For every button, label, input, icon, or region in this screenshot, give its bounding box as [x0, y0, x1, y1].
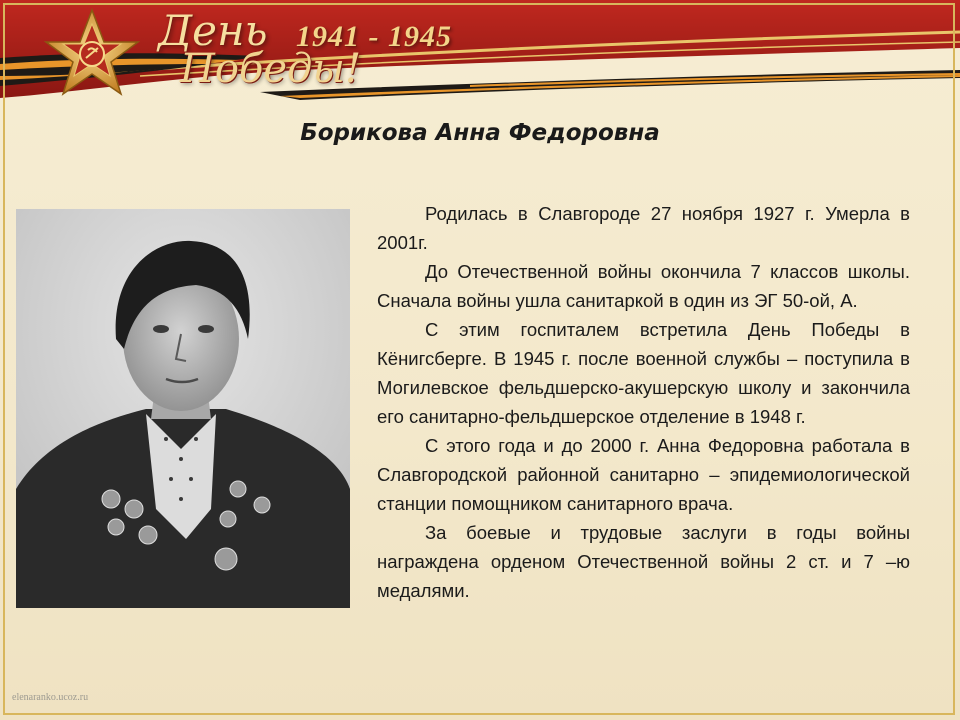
- header-banner: [0, 0, 960, 112]
- banner-years: 1941 - 1945: [296, 20, 452, 53]
- banner-graphic: [0, 0, 960, 112]
- banner-title-pobedy: Победы!: [180, 46, 362, 92]
- bio-paragraph: За боевые и трудовые заслуги в годы войны награждена орденом Отечественной войны 2 ст. и 7 –ю медалями.: [377, 522, 910, 601]
- bio-paragraph: До Отечественной войны окончила 7 классов школы. Сначала войны ушла санитаркой в один из ЭГ 50-ой, А.: [377, 261, 910, 311]
- biography-text: [377, 199, 910, 605]
- bio-paragraph: Родилась в Славгороде 27 ноября 1927 г. Умерла в 2001г.: [377, 203, 910, 253]
- bio-paragraph: С этим госпиталем встретила День Победы в Кёнигсберге. В 1945 г. после военной службы – поступила в Могилевское фельдшерско-акушерскую школу и закончила его санитарно-фельдшерское отделение в 1948 г.: [377, 319, 910, 427]
- banner-title-den: День: [158, 6, 268, 55]
- source-watermark: elenaranko.ucoz.ru: [12, 692, 89, 703]
- bio-paragraph: С этого года и до 2000 г. Анна Федоровна работала в Славгородской районной санитарно – эпидемиологической станции помощником санитарного врача.: [377, 435, 910, 514]
- portrait-photo: [16, 209, 350, 608]
- person-name: Борикова Анна Федоровна: [300, 120, 660, 146]
